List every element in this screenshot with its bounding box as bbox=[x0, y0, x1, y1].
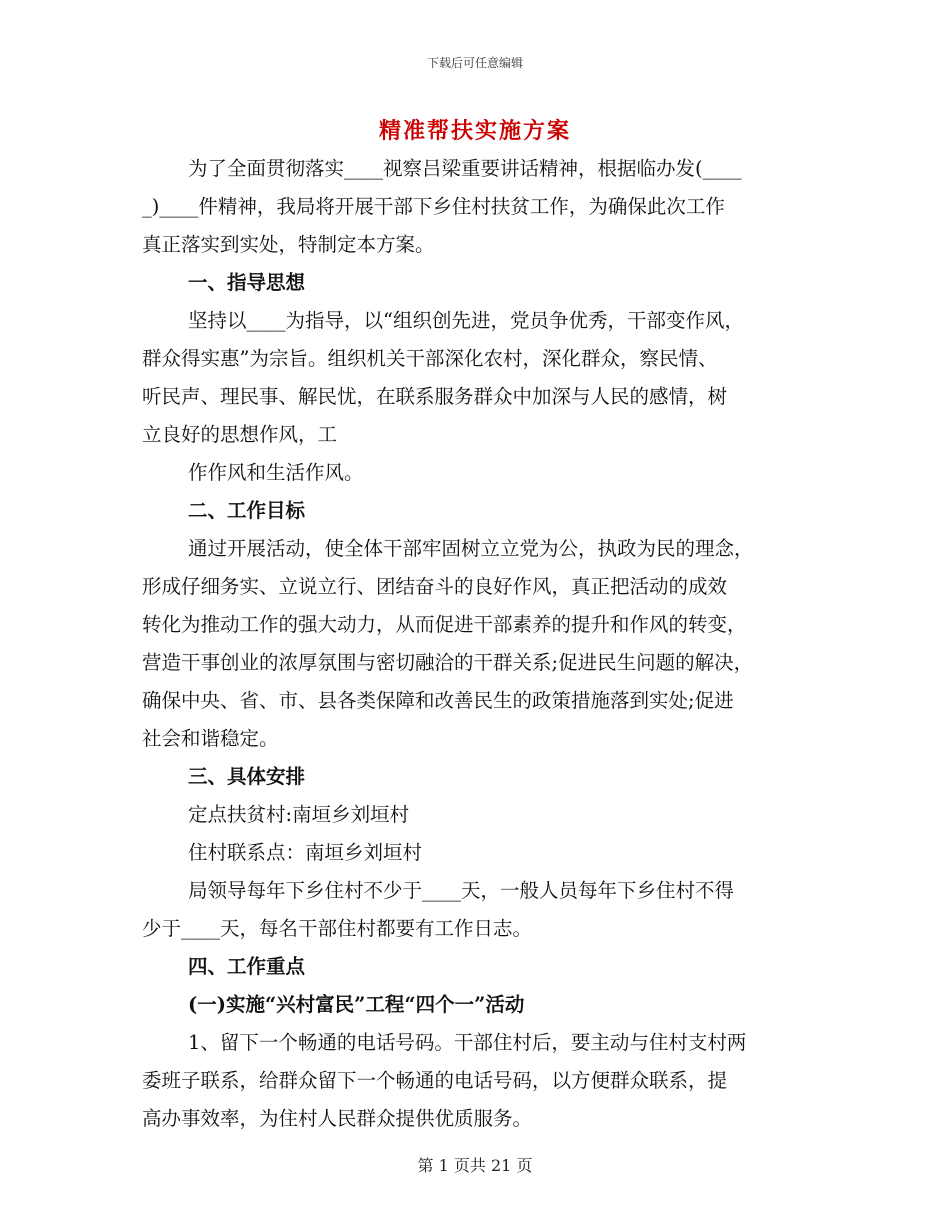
paragraph-line: 真正落实到实处，特制定本方案。 bbox=[142, 233, 435, 256]
paragraph-line: 局领导每年下乡住村不少于____天，一般人员每年下乡住村不得 bbox=[188, 879, 735, 902]
subsection-heading: (一)实施“兴村富民”工程“四个一”活动 bbox=[188, 993, 525, 1016]
section-heading: 二、工作目标 bbox=[188, 499, 306, 522]
paragraph-line: 定点扶贫村:南垣乡刘垣村 bbox=[188, 803, 410, 826]
paragraph-line: 委班子联系，给群众留下一个畅通的电话号码，以方便群众联系，提 bbox=[142, 1069, 728, 1092]
page-footer-indicator: 第 1 页共 21 页 bbox=[417, 1156, 533, 1175]
paragraph-line: 营造干事创业的浓厚氛围与密切融洽的干群关系;促进民生问题的解决， bbox=[142, 651, 754, 674]
section-heading: 四、工作重点 bbox=[188, 955, 306, 978]
paragraph-line: 作作风和生活作风。 bbox=[188, 461, 364, 484]
paragraph-line: 转化为推动工作的强大动力，从而促进干部素养的提升和作风的转变， bbox=[142, 613, 747, 636]
paragraph-line: 听民声、理民事、解民忧，在联系服务群众中加深与人民的感情，树 bbox=[142, 385, 728, 408]
document-title: 精准帮扶实施方案 bbox=[378, 118, 571, 144]
paragraph-line: 社会和谐稳定。 bbox=[142, 727, 279, 750]
page-header-note: 下载后可任意编辑 bbox=[426, 56, 523, 70]
document-body bbox=[142, 150, 814, 1138]
paragraph-line: 坚持以____为指导，以“组织创先进，党员争优秀，干部变作风， bbox=[188, 309, 744, 332]
paragraph-line: 确保中央、省、市、县各类保障和改善民生的政策措施落到实处;促进 bbox=[142, 689, 734, 712]
paragraph-line: 1、留下一个畅通的电话号码。干部住村后，要主动与住村支村两 bbox=[188, 1031, 747, 1054]
paragraph-line: 通过开展活动，使全体干部牢固树立立党为公，执政为民的理念， bbox=[188, 537, 754, 560]
section-heading: 三、具体安排 bbox=[188, 765, 306, 788]
paragraph-line: 群众得实惠”为宗旨。组织机关干部深化农村，深化群众，察民情、 bbox=[142, 347, 718, 370]
paragraph-line: 立良好的思想作风，工 bbox=[142, 423, 338, 446]
paragraph-line: 为了全面贯彻落实____视察吕梁重要讲话精神，根据临办发(____ bbox=[188, 157, 742, 180]
paragraph-line: 高办事效率，为住村人民群众提供优质服务。 bbox=[142, 1107, 533, 1130]
paragraph-line: 住村联系点：南垣乡刘垣村 bbox=[188, 841, 423, 864]
section-heading: 一、指导思想 bbox=[188, 271, 306, 294]
paragraph-line: _)____件精神，我局将开展干部下乡住村扶贫工作，为确保此次工作 bbox=[142, 195, 725, 218]
paragraph-line: 形成仔细务实、立说立行、团结奋斗的良好作风，真正把活动的成效 bbox=[142, 575, 728, 598]
paragraph-line: 少于____天，每名干部住村都要有工作日志。 bbox=[142, 917, 533, 940]
